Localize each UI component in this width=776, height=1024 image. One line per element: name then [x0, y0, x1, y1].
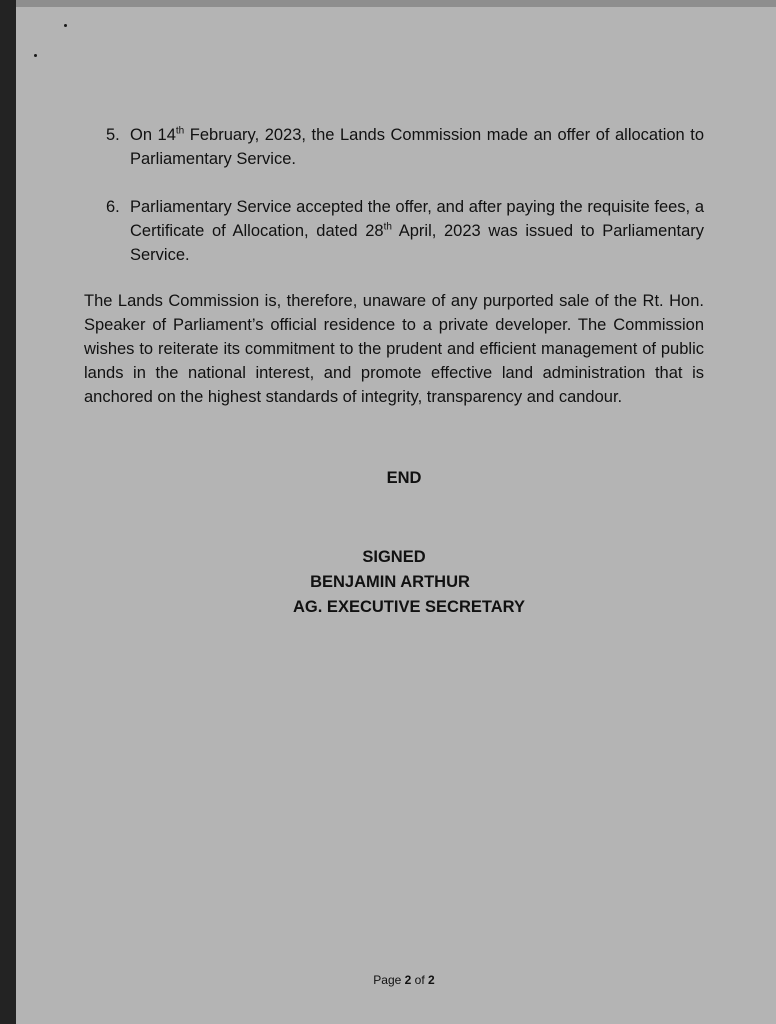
signed-label: SIGNED — [362, 548, 426, 566]
list-item-text: Parliamentary Service accepted the offer, and after paying the requisite fees, a Certificate of Allocation, dated 28th April, 2023 was issued to Parliamentary Service. — [130, 198, 704, 264]
scan-speck — [64, 24, 67, 27]
left-border — [0, 0, 16, 1024]
signature-block — [16, 545, 776, 620]
signatory-title: AG. EXECUTIVE SECRETARY — [293, 598, 525, 616]
signatory-name: BENJAMIN ARTHUR — [310, 573, 470, 591]
page-number: Page 2 of 2 — [373, 973, 435, 987]
document-body — [84, 123, 704, 409]
closing-paragraph: The Lands Commission is, therefore, unaware of any purported sale of the Rt. Hon. Speaker of Parliament’s official residence to a private developer. The Commission wishes to reiterate its commitment to the prudent and efficient management of public lands in the national interest, and promote effective land administration that is anchored on the highest standards of integrity, transparency and candour. — [84, 292, 704, 406]
scan-speck — [34, 54, 37, 57]
list-item-number: 5. — [106, 126, 120, 144]
document-page[interactable] — [16, 7, 776, 1024]
end-marker: END — [386, 469, 422, 487]
list-item-text: On 14th February, 2023, the Lands Commission made an offer of allocation to Parliamentary Service. — [130, 125, 705, 168]
list-item-number: 6. — [106, 198, 120, 216]
list-item — [106, 195, 704, 267]
list-item — [106, 123, 704, 171]
top-border — [16, 0, 776, 7]
